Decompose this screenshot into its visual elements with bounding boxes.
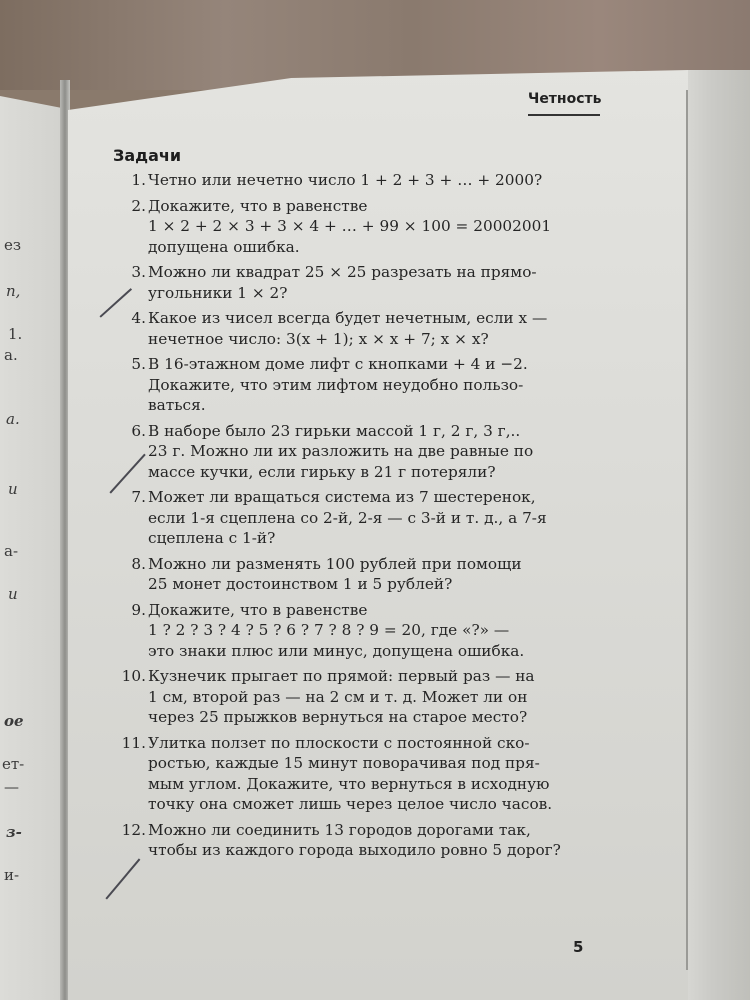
problem-text-line: ростью, каждые 15 минут поворачивая под пря-: [148, 754, 540, 772]
problem-text-line: угольники 1 × 2?: [148, 283, 288, 302]
problem-number: 3.: [131, 263, 146, 281]
problem-item: [118, 196, 598, 258]
left-page-fragment: и-: [4, 866, 20, 884]
left-page-fragment: a.: [6, 410, 20, 428]
problem-text-line: Докажите, что в равенстве: [148, 600, 368, 619]
left-page-fragment: ез: [4, 236, 22, 254]
left-page-fragment: з-: [6, 823, 22, 841]
problem-item: [118, 487, 598, 549]
problem-text-line: точку она сможет лишь через целое число часов.: [148, 795, 553, 813]
problem-text-line: мым углом. Докажите, что вернуться в исходную: [148, 774, 550, 793]
left-page-fragment: n,: [6, 282, 21, 300]
problem-item: [118, 733, 598, 815]
problem-text-line: Докажите, что в равенстве: [148, 196, 368, 215]
problem-number: 2.: [131, 196, 146, 215]
problem-text-line: Докажите, что этим лифтом неудобно пользо-: [148, 375, 524, 394]
left-page-fragment: —: [4, 778, 19, 796]
problem-number: 10.: [121, 667, 146, 685]
problem-number: 5.: [131, 355, 146, 373]
problem-text-line: Можно ли квадрат 25 × 25 разрезать на прямо-: [148, 263, 537, 281]
problem-text-line: Может ли вращаться система из 7 шестеренок,: [148, 488, 536, 506]
problem-text-line: Улитка ползет по плоскости с постоянной ско-: [148, 733, 530, 752]
problem-text-line: ваться.: [148, 396, 206, 414]
page-edge-line: [686, 90, 688, 970]
problem-number: 11.: [121, 733, 146, 752]
problem-text-line: чтобы из каждого города выходило ровно 5 дорог?: [148, 841, 561, 859]
left-page-fragment: 1.: [8, 325, 23, 343]
problem-text-line: 23 г. Можно ли их разложить на две равные по: [148, 442, 534, 460]
problem-item: [118, 666, 598, 728]
problem-item: [118, 170, 598, 191]
problem-text-line: Можно ли соединить 13 городов дорогами так,: [148, 820, 531, 839]
page-number: 5: [573, 938, 584, 956]
problem-list: [118, 170, 598, 866]
problem-text-line: 25 монет достоинством 1 и 5 рублей?: [148, 575, 453, 593]
left-page-fragment: а.: [4, 346, 18, 364]
next-page-edge: [688, 70, 750, 1000]
problem-text-line: В наборе было 23 гирьки массой 1 г, 2 г, 3 г,..: [148, 421, 521, 440]
problem-text-line: если 1-я сцеплена со 2-й, 2-я — с 3-й и т. д., а 7-я: [148, 508, 547, 527]
problem-text-line: Какое из чисел всегда будет нечетным, если x —: [148, 309, 548, 327]
problem-text-line: 1 × 2 + 2 × 3 + 3 × 4 + … + 99 × 100 = 20002001: [148, 217, 552, 235]
left-page-fragment: и: [8, 480, 18, 498]
problem-text-line: через 25 прыжков вернуться на старое место?: [148, 708, 528, 726]
left-page-fragment: и: [8, 585, 18, 603]
problem-text-line: Четно или нечетно число 1 + 2 + 3 + … + 2000?: [148, 171, 543, 189]
problem-text-line: сцеплена с 1-й?: [148, 529, 276, 547]
problem-text-line: массе кучки, если гирьку в 21 г потеряли?: [148, 462, 496, 481]
problem-text-line: Кузнечик прыгает по прямой: первый раз — на: [148, 667, 535, 685]
problem-text-line: 1 ? 2 ? 3 ? 4 ? 5 ? 6 ? 7 ? 8 ? 9 = 20, где «?» —: [148, 621, 510, 639]
problem-number: 6.: [131, 421, 146, 440]
problem-text-line: это знаки плюс или минус, допущена ошибка.: [148, 641, 525, 660]
problem-number: 8.: [131, 554, 146, 573]
problem-text-line: 1 см, второй раз — на 2 см и т. д. Может ли он: [148, 687, 528, 706]
running-head: Четность: [528, 91, 602, 107]
problem-item: [118, 820, 598, 861]
problem-number: 1.: [131, 171, 146, 189]
problem-number: 7.: [131, 488, 146, 506]
running-head-rule: [528, 114, 600, 116]
problem-item: [118, 421, 598, 483]
left-page-fragment: а-: [4, 542, 19, 560]
problem-item: [118, 354, 598, 416]
left-page-fragment: ое: [4, 712, 24, 730]
problem-text-line: нечетное число: 3(x + 1); x × x + 7; x × x?: [148, 329, 489, 348]
section-title: Задачи: [113, 146, 182, 165]
problem-item: [118, 554, 598, 595]
problem-text-line: В 16-этажном доме лифт с кнопками + 4 и −2.: [148, 355, 528, 373]
problem-text-line: Можно ли разменять 100 рублей при помощи: [148, 554, 522, 573]
problem-item: [118, 600, 598, 662]
problem-item: [118, 308, 598, 349]
problem-item: [118, 262, 598, 303]
problem-number: 9.: [131, 600, 146, 619]
problem-number: 4.: [131, 309, 146, 327]
problem-number: 12.: [121, 820, 146, 839]
problem-text-line: допущена ошибка.: [148, 237, 300, 256]
left-page-fragment: ет-: [2, 755, 25, 773]
